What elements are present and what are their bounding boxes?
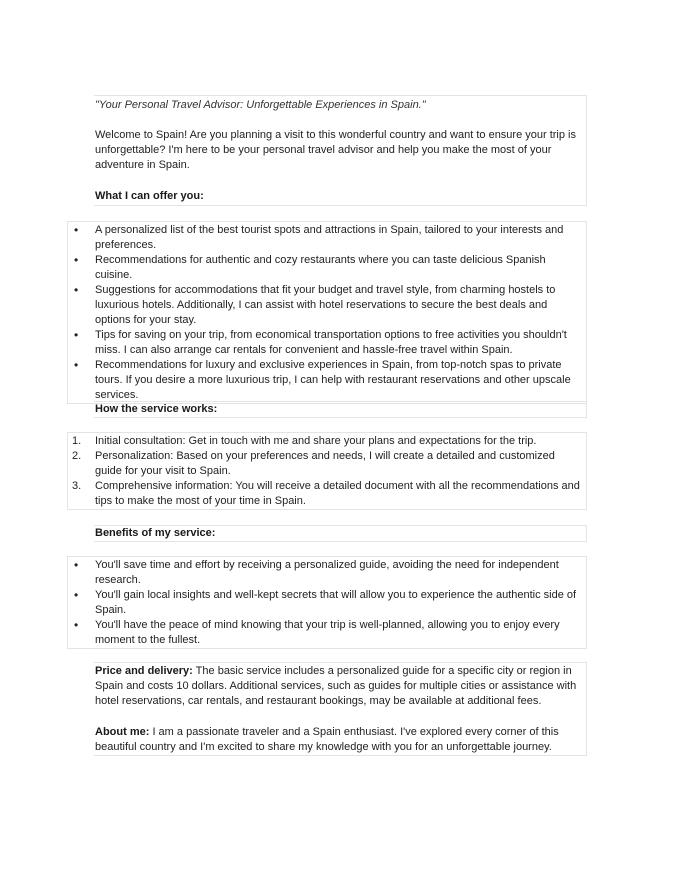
how-heading: How the service works: [95, 403, 218, 415]
steps-list [67, 432, 587, 510]
intro-section [94, 95, 587, 206]
step-number: 3. [72, 480, 82, 492]
list-item [68, 223, 586, 253]
welcome-paragraph: Welcome to Spain! Are you planning a visit to this wonderful country and want to ensure your trip is unforgettable? I'm here to be your personal travel advisor and help you make the most of your adventure in Spain. [95, 129, 576, 171]
price-paragraph [95, 664, 584, 709]
list-item [68, 358, 586, 403]
list-item-text: You'll have the peace of mind knowing that your trip is well-planned, allowing you to enjoy every moment to the fullest. [95, 619, 560, 646]
list-item [68, 588, 586, 618]
list-item-text: Recommendations for luxury and exclusive experiences in Spain, from top-notch spas to private tours. If you desire a more luxurious trip, I can help with restaurant reservations and other upscale services. [95, 359, 571, 401]
list-item-text: Recommendations for authentic and cozy restaurants where you can taste delicious Spanish cuisine. [95, 254, 546, 281]
list-item [68, 449, 586, 479]
benefits-heading-block [94, 525, 587, 542]
list-item [68, 253, 586, 283]
intro-quote: "Your Personal Travel Advisor: Unforgettable Experiences in Spain." [95, 99, 426, 111]
list-item [68, 434, 586, 449]
step-number: 2. [72, 450, 82, 462]
list-item-text: Tips for saving on your trip, from economical transportation options to free activities you shouldn't miss. I can also arrange car rentals for convenient and hassle-free travel within Spain. [95, 329, 567, 356]
how-heading-block [94, 401, 587, 418]
price-label: Price and delivery: [95, 665, 193, 677]
price-text: The basic service includes a personalized guide for a specific city or region in Spain and costs 10 dollars. Additional services, such as guides for multiple cities or assistance with hotel reservations, car rentals, and restaurant bookings, may be available at additional fees. [95, 665, 577, 707]
list-item [68, 479, 586, 509]
list-item [68, 328, 586, 358]
list-item-text: Initial consultation: Get in touch with me and share your plans and expectations for the trip. [95, 435, 537, 447]
list-item [68, 283, 586, 328]
about-label: About me: [95, 726, 150, 738]
list-item-text: You'll gain local insights and well-kept secrets that will allow you to experience the authentic side of Spain. [95, 589, 577, 616]
benefits-list [67, 556, 587, 649]
list-item [68, 558, 586, 588]
list-item-text: You'll save time and effort by receiving a personalized guide, avoiding the need for independent research. [95, 559, 559, 586]
about-paragraph [95, 725, 584, 755]
offer-heading: What I can offer you: [95, 190, 204, 202]
about-text: I am a passionate traveler and a Spain enthusiast. I've explored every corner of this beautiful country and I'm excited to share my knowledge with you for an unforgettable journey. [95, 726, 559, 753]
offers-list [67, 221, 587, 404]
benefits-heading: Benefits of my service: [95, 527, 216, 539]
step-number: 1. [72, 435, 82, 447]
list-item-text: Comprehensive information: You will receive a detailed document with all the recommendations and tips to make the most of your time in Spain. [95, 480, 580, 507]
list-item-text: A personalized list of the best tourist spots and attractions in Spain, tailored to your interests and preferences. [95, 224, 564, 251]
closing-section [94, 662, 587, 756]
list-item-text: Personalization: Based on your preferences and needs, I will create a detailed and customized guide for your visit to Spain. [95, 450, 555, 477]
list-item-text: Suggestions for accommodations that fit your budget and travel style, from charming hostels to luxurious hotels. Additionally, I can assist with hotel reservations to secure the best deals and options for your stay. [95, 284, 556, 326]
list-item [68, 618, 586, 648]
